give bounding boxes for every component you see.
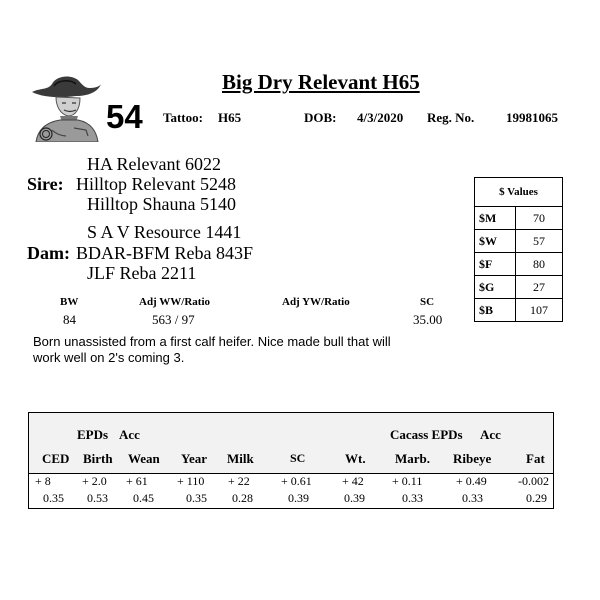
dollar-label: $B	[475, 299, 516, 322]
epd-acc-sc: 0.39	[288, 491, 309, 505]
sire-name: Hilltop Relevant 5248	[76, 174, 236, 194]
dollar-values-table	[474, 177, 563, 322]
dollar-label: $W	[475, 230, 516, 253]
epd-acc-ced: 0.35	[43, 491, 64, 505]
epd-acc-fat: 0.29	[526, 491, 547, 505]
sire-sire: HA Relevant 6022	[87, 154, 221, 174]
cowboy-logo-icon	[26, 70, 102, 142]
epd-value-wean: + 61	[126, 474, 148, 488]
epd-col-ribeye: Ribeye	[453, 451, 492, 466]
epd-value-ribeye: + 0.49	[456, 474, 487, 488]
epd-acc-wean: 0.45	[133, 491, 154, 505]
dollar-label: $F	[475, 253, 516, 276]
epd-col-marb: Marb.	[395, 451, 431, 466]
dam-label: Dam:	[27, 243, 70, 263]
epd-table	[28, 412, 554, 509]
epd-acc-ribeye: 0.33	[462, 491, 483, 505]
yw-label: Adj YW/Ratio	[282, 296, 350, 308]
epd-value-fat: -0.002	[518, 474, 549, 488]
epd-acc-wt: 0.39	[344, 491, 365, 505]
epd-value-birth: + 2.0	[82, 474, 107, 488]
epd-acc-birth: 0.53	[87, 491, 108, 505]
epd-col-fat: Fat	[526, 451, 545, 466]
dollar-value: 107	[516, 299, 563, 322]
dam-sire: S A V Resource 1441	[87, 222, 242, 242]
epd-col-wt: Wt.	[345, 451, 366, 466]
dollar-row	[475, 207, 563, 230]
reg-no-value: 19981065	[506, 110, 558, 125]
epd-acc-marb: 0.33	[402, 491, 423, 505]
epd-value-marb: + 0.11	[392, 474, 423, 488]
epd-value-milk: + 22	[228, 474, 250, 488]
epd-col-wean: Wean	[128, 451, 160, 466]
dollar-row	[475, 299, 563, 322]
dollar-row	[475, 253, 563, 276]
epd-value-ced: + 8	[35, 474, 51, 488]
carcass-epd-header: Cacass EPDs	[390, 427, 463, 442]
dollar-label: $G	[475, 276, 516, 299]
epd-col-birth: Birth	[83, 451, 113, 466]
epd-col-milk: Milk	[227, 451, 254, 466]
sc-label: SC	[420, 296, 435, 308]
epd-col-sc: SC	[290, 451, 306, 465]
epd-acc-year: 0.35	[186, 491, 207, 505]
epd-col-ced: CED	[42, 451, 70, 466]
dollar-value: 70	[516, 207, 563, 230]
dob-value: 4/3/2020	[357, 110, 404, 125]
dam-name: BDAR-BFM Reba 843F	[76, 243, 254, 263]
epd-header: EPDs	[77, 427, 109, 442]
reg-no-label: Reg. No.	[427, 110, 475, 125]
ww-label: Adj WW/Ratio	[139, 296, 210, 308]
dollar-row	[475, 276, 563, 299]
epd-col-year: Year	[181, 451, 207, 466]
epd-acc-milk: 0.28	[232, 491, 253, 505]
dollar-value: 27	[516, 276, 563, 299]
dollar-value: 80	[516, 253, 563, 276]
comment-text: Born unassisted from a first calf heifer. Nice made bull that will work well on 2's coming 3.	[33, 334, 391, 365]
dollar-value: 57	[516, 230, 563, 253]
sc-value: 35.00	[413, 312, 443, 327]
sire-label: Sire:	[27, 174, 64, 194]
epd-acc-header: Acc	[119, 427, 140, 442]
epd-value-year: + 110	[177, 474, 205, 488]
bw-label: BW	[60, 296, 79, 308]
carcass-acc-header: Acc	[480, 427, 501, 442]
dollar-values-header: $ Values	[475, 178, 563, 207]
lot-number: 54	[106, 98, 143, 135]
epd-value-sc: + 0.61	[281, 474, 312, 488]
dollar-row	[475, 230, 563, 253]
epd-value-wt: + 42	[342, 474, 364, 488]
bw-value: 84	[63, 312, 76, 327]
animal-name-title: Big Dry Relevant H65	[222, 70, 420, 94]
dam-dam: JLF Reba 2211	[87, 263, 197, 283]
sire-dam: Hilltop Shauna 5140	[87, 194, 236, 214]
tattoo-value: H65	[218, 110, 242, 125]
dob-label: DOB:	[304, 110, 337, 125]
ww-value: 563 / 97	[152, 312, 195, 327]
tattoo-label: Tattoo:	[163, 110, 203, 125]
dollar-label: $M	[475, 207, 516, 230]
